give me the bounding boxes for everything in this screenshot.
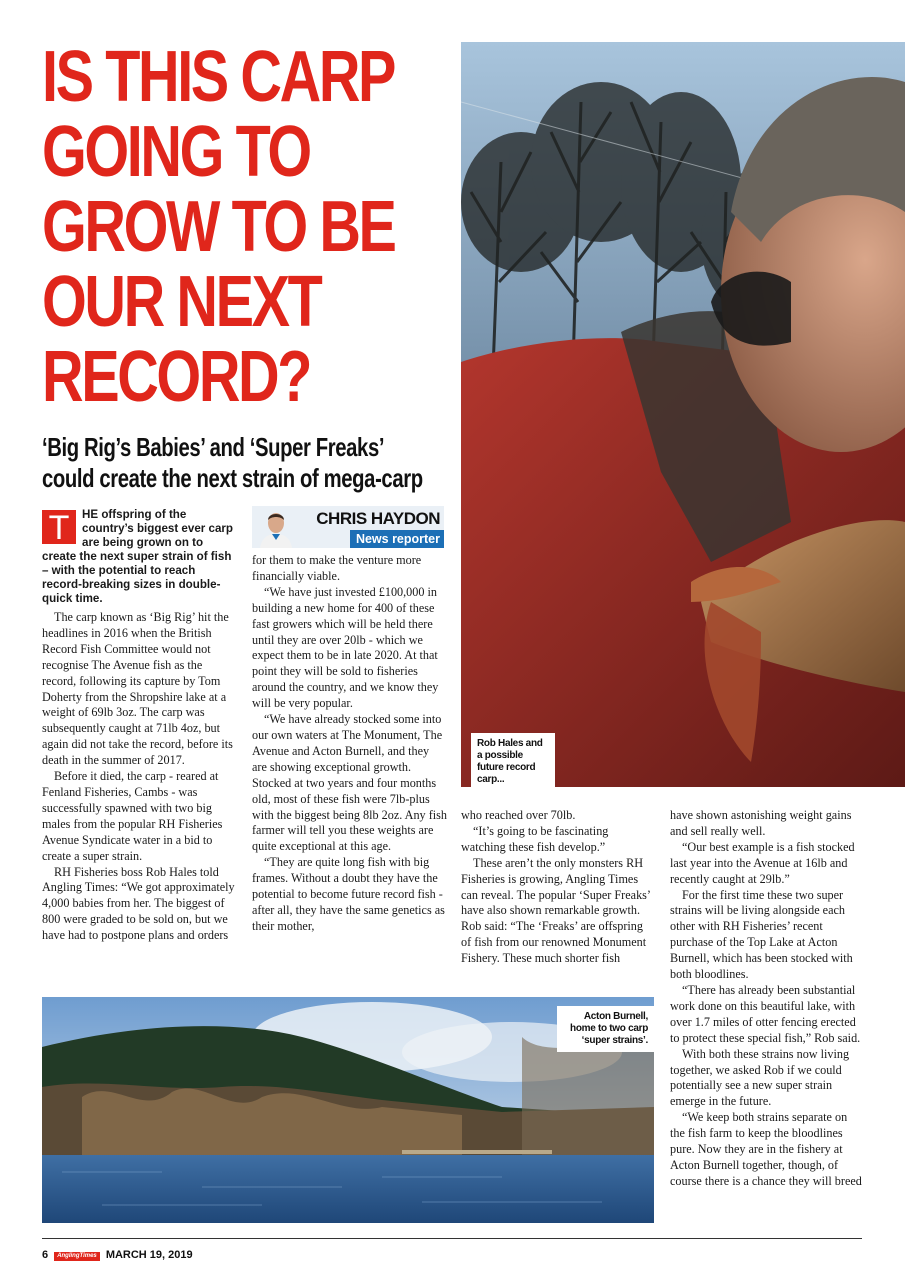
paragraph: have shown astonishing weight gains and sell really well. (670, 808, 852, 838)
reporter-name: CHRIS HAYDON (316, 509, 440, 528)
headline-line: RECORD? (42, 337, 310, 417)
paragraph: for them to make the venture more financially viable. (252, 553, 422, 583)
drop-cap: T (42, 510, 76, 544)
standfirst-line: ‘Big Rig’s Babies’ and ‘Super Freaks’ (42, 432, 385, 462)
reporter-role: News reporter (350, 530, 444, 548)
headline-line: OUR NEXT (42, 262, 321, 342)
headline-line: GOING TO (42, 112, 310, 192)
intro-text: HE offspring of the country’s biggest ever carp are being grown on to create the next super strain of fish – with the potential to reach record-breaking sizes in double-quick time. (42, 508, 233, 605)
paragraph: These aren’t the only monsters RH Fisheries is growing, Angling Times can reveal. The popular ‘Super Freaks’ have also shown remarkable growth. Rob said: “The ‘Freaks’ are offspring of fish from our renowned Monument Fishery. These much shorter fish (461, 855, 651, 966)
headline-line: IS THIS CARP (42, 37, 395, 117)
paragraph: “We have already stocked some into our own waters at The Monument, The Avenue and Acton Burnell, and they are showing exceptional growth. Stocked at two years and four months old, most of these fish were 7lb-plus with the biggest being 8lb 2oz. Any fish farmer will tell you these weights are quite exceptional at this age. (252, 712, 447, 854)
headline (42, 37, 395, 417)
paragraph: who reached over 70lb. (461, 808, 576, 822)
standfirst (42, 432, 448, 494)
article-column-2 (252, 553, 447, 935)
publication-logo: AnglingTimes (54, 1252, 100, 1261)
issue-date: MARCH 19, 2019 (105, 1249, 193, 1261)
paragraph: “It’s going to be fascinating watching these fish develop.” (461, 823, 609, 854)
paragraph: “They are quite long fish with big frames. Without a doubt they have the potential to become future record fish - after all, they have the same genetics as their mother, (252, 855, 445, 933)
article-column-1 (42, 508, 238, 944)
standfirst-line: could create the next strain of mega-carp (42, 463, 423, 493)
paragraph: “We keep both strains separate on the fish farm to keep the bloodlines pure. Now they are in the fishery at Acton Burnell together, though, of course there is a chance they will breed (670, 1110, 862, 1188)
main-photo-angler-with-carp (461, 42, 905, 787)
paragraph: Before it died, the carp - reared at Fenland Fisheries, Cambs - was successfully spawned with two big males from the popular RH Fisheries Avenue Syndicate water in a bid to create a super strain. (42, 769, 223, 863)
reporter-avatar (258, 508, 294, 548)
footer-rule (42, 1238, 862, 1239)
paragraph: “Our best example is a fish stocked last year into the Avenue at 16lb and recently caught at 29lb.” (670, 839, 855, 886)
byline (252, 506, 444, 548)
lake-photo-caption: Acton Burnell, home to two carp ‘super strains’. (557, 1006, 654, 1052)
paragraph: With both these strains now living together, we asked Rob if we could potentially see a new super strain emerge in the future. (670, 1046, 850, 1109)
page-number: 6 (42, 1249, 49, 1261)
page-footer (42, 1249, 193, 1261)
article-column-4 (670, 808, 865, 1190)
paragraph: “We have just invested £100,000 in building a new home for 400 of these fast growers which will be held there until they are over 20lb - which we expect them to be in late 2020. At that point they will be sold to fisheries around the country, and we know they will be very popular. (252, 584, 439, 711)
article-column-3 (461, 808, 656, 967)
headline-line: GROW TO BE (42, 187, 395, 267)
article-intro (42, 508, 238, 606)
paragraph: RH Fisheries boss Rob Hales told Angling Times: “We got approximately 4,000 babies from her. The biggest of 800 were graded to be sold on, but we have had to postpone plans and orders (42, 864, 235, 943)
paragraph: The carp known as ‘Big Rig’ hit the headlines in 2016 when the British Record Fish Committee would not recognise The Avenue fish as the record, following its capture by Tom Doherty from the Shropshire lake at a weight of 69lb 3oz. The carp was subsequently caught at 71lb 4oz, but again did not take the record, before its death in the summer of 2017. (42, 610, 233, 768)
main-photo-illustration (461, 42, 905, 787)
paragraph: “There has already been substantial work done on this beautiful lake, with over 1.7 miles of otter fencing erected to protect these special fish,” Rob said. (670, 982, 861, 1045)
main-photo-caption: Rob Hales and a possible future record carp... (471, 733, 555, 791)
paragraph: For the first time these two super strains will be living alongside each other with RH Fisheries’ recent purchase of the Top Lake at Acton Burnell, which has been stocked with both bloodlines. (670, 887, 853, 982)
